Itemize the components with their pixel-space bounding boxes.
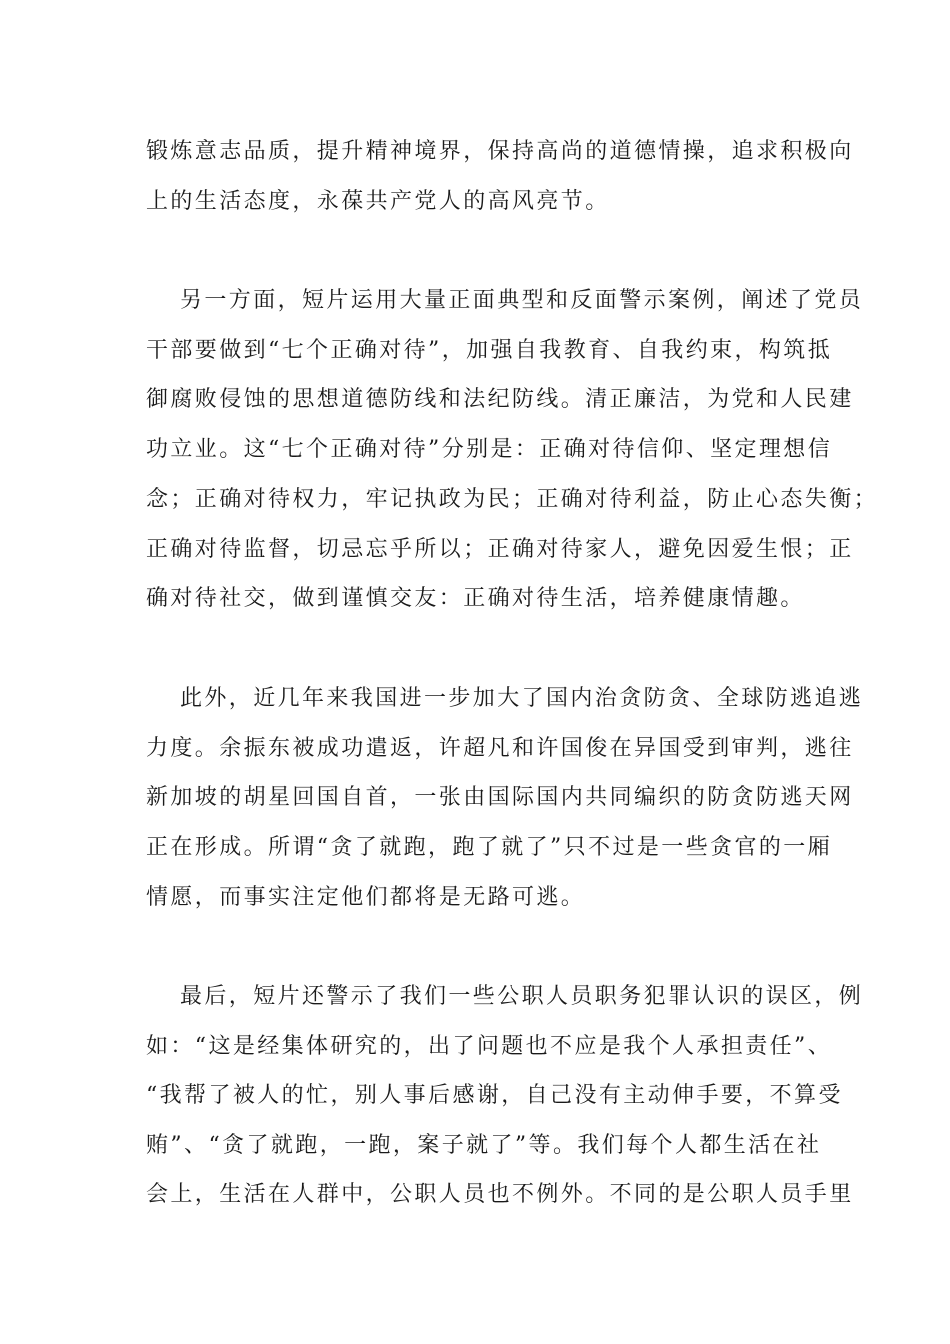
paragraph-3-line-4: 正在形成。所谓“贪了就跑，跑了就了”只不过是一些贪官的一厢 [146, 835, 833, 860]
paragraph-2-line-7: 确对待社交，做到谨慎交友：正确对待生活，培养健康情趣。 [146, 586, 805, 611]
paragraph-4-line-5: 会上，生活在人群中，公职人员也不例外。不同的是公职人员手里 [146, 1182, 854, 1207]
paragraph-2-line-1: 另一方面，短片运用大量正面典型和反面警示案例，阐述了党员 [180, 288, 864, 313]
paragraph-2-line-3: 御腐败侵蚀的思想道德防线和法纪防线。清正廉洁，为党和人民建 [146, 387, 854, 412]
paragraph-4-line-3: “我帮了被人的忙，别人事后感谢，自己没有主动伸手要，不算受 [146, 1083, 843, 1108]
paragraph-1-line-1: 锻炼意志品质，提升精神境界，保持高尚的道德情操，追求积极向 [146, 139, 854, 164]
paragraph-4-line-4: 贿”、“贪了就跑，一跑，案子就了”等。我们每个人都生活在社 [146, 1133, 822, 1158]
paragraph-3-line-2: 力度。余振东被成功遣返，许超凡和许国俊在异国受到审判，逃往 [146, 736, 854, 761]
paragraph-4-line-1: 最后，短片还警示了我们一些公职人员职务犯罪认识的误区，例 [180, 984, 864, 1009]
paragraph-3-line-1: 此外，近几年来我国进一步加大了国内治贪防贪、全球防逃追逃 [180, 686, 864, 711]
paragraph-4-line-2: 如：“这是经集体研究的，出了问题也不应是我个人承担责任”、 [146, 1034, 833, 1059]
paragraph-3-line-3: 新加坡的胡星回国自首，一张由国际国内共同编织的防贪防逃天网 [146, 785, 854, 810]
paragraph-2-line-2: 干部要做到“七个正确对待”，加强自我教育、自我约束，构筑抵 [146, 338, 833, 363]
paragraph-3-line-5: 情愿，而事实注定他们都将是无路可逃。 [146, 885, 586, 910]
paragraph-2-line-5: 念；正确对待权力，牢记执政为民；正确对待利益，防止心态失衡； [146, 487, 879, 512]
paragraph-2-line-4: 功立业。这“七个正确对待”分别是：正确对待信仰、坚定理想信 [146, 437, 833, 462]
paragraph-2-line-6: 正确对待监督，切忌忘乎所以；正确对待家人，避免因爱生恨；正 [146, 537, 854, 562]
paragraph-1-line-2: 上的生活态度，永葆共产党人的高风亮节。 [146, 189, 610, 214]
